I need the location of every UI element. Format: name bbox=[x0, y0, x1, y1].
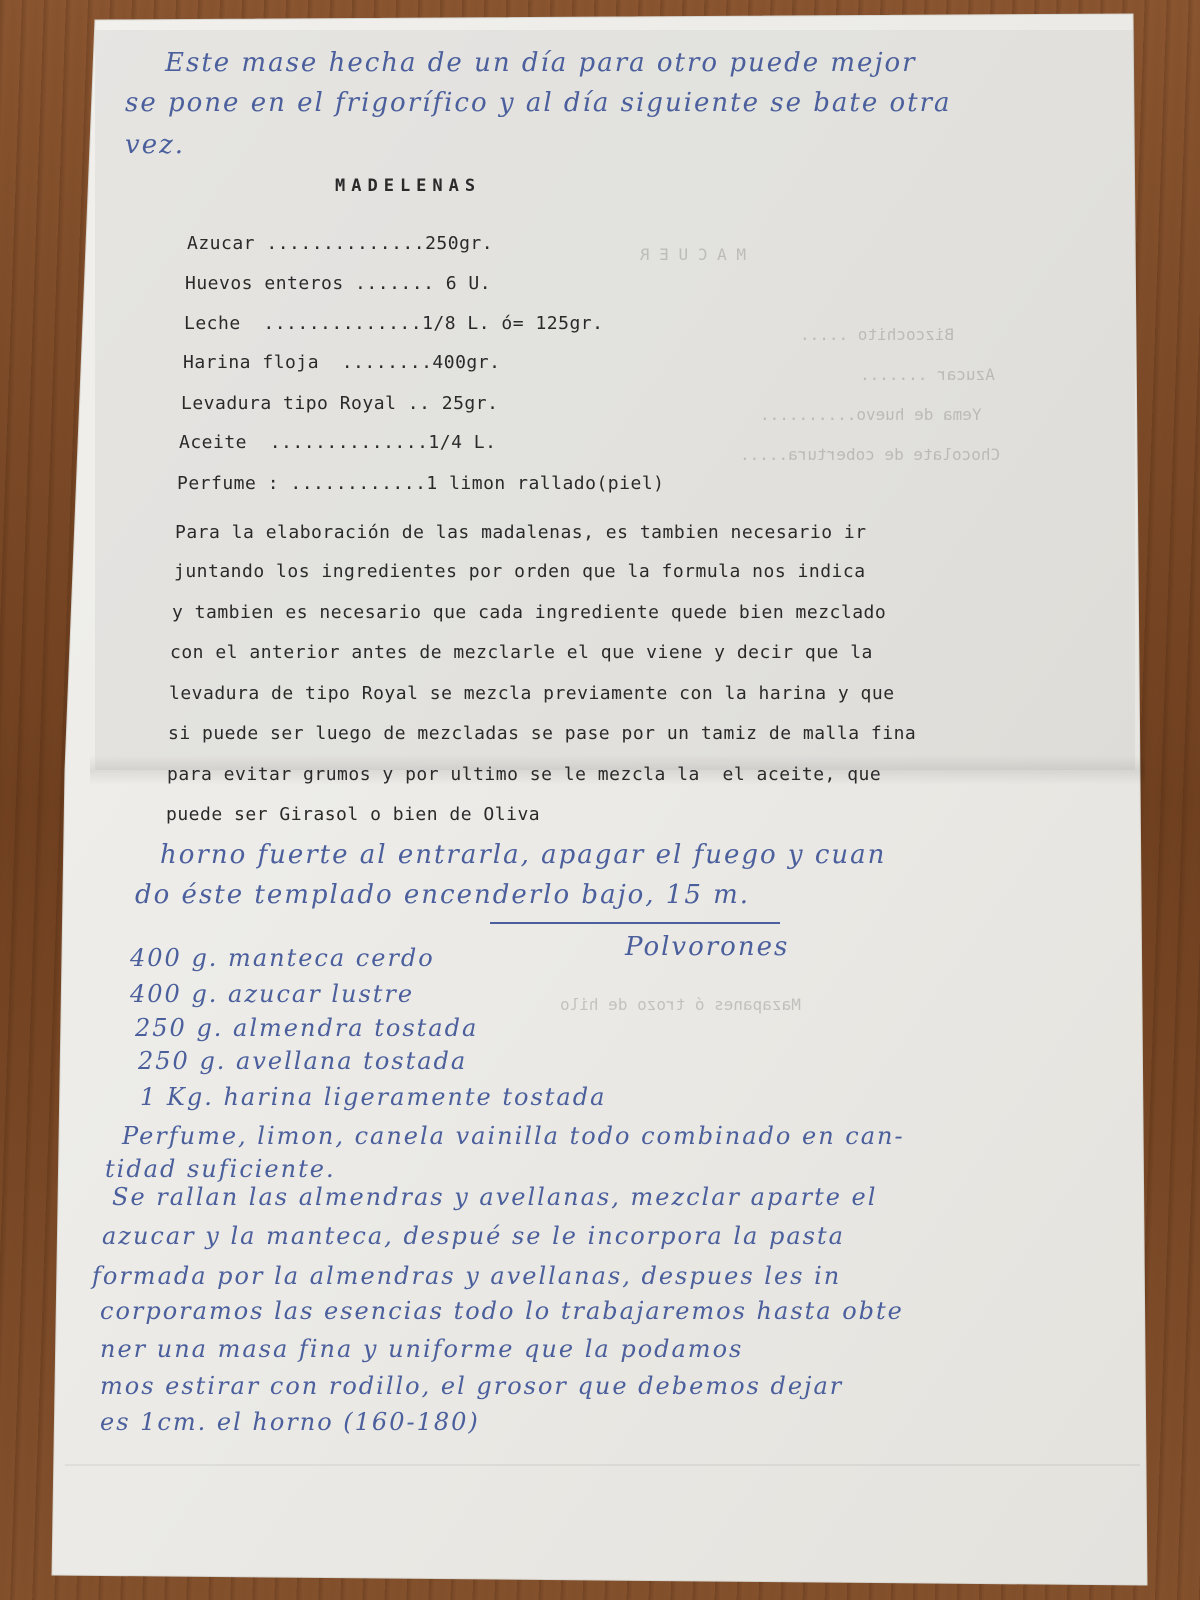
polvorones-method-line: ner una masa fina y uniforme que la podamos bbox=[100, 1335, 744, 1363]
polvorones-method-line: formada por la almendras y avellanas, despues les in bbox=[92, 1262, 842, 1290]
bleed-through-text: Azucar ....... bbox=[860, 365, 995, 384]
polvorones-method-line: es 1cm. el horno (160-180) bbox=[100, 1408, 480, 1436]
instruction-line: y tambien es necesario que cada ingrediente quede bien mezclado bbox=[172, 602, 887, 623]
bleed-through-text: Bizcochito ..... bbox=[800, 325, 955, 344]
ingredient-line: Perfume : ............1 limon rallado(piel) bbox=[177, 473, 665, 494]
handwritten-note-line: se pone en el frigorífico y al día siguiente se bate otra bbox=[125, 88, 952, 118]
ingredient-line: Azucar ..............250gr. bbox=[187, 233, 494, 254]
bleed-through-text: M A C U E R bbox=[640, 245, 746, 264]
handwritten-oven-note: do éste templado encenderlo bajo, 15 m. bbox=[135, 880, 751, 910]
instruction-line: puede ser Girasol o bien de Oliva bbox=[166, 804, 541, 825]
polvorones-ingredient: 1 Kg. harina ligeramente tostada bbox=[140, 1083, 607, 1111]
ingredient-line: Huevos enteros ....... 6 U. bbox=[185, 273, 492, 294]
instruction-line: levadura de tipo Royal se mezcla previamente con la harina y que bbox=[169, 683, 895, 704]
instruction-line: Para la elaboración de las madalenas, es tambien necesario ir bbox=[175, 522, 867, 543]
polvorones-ingredient: 400 g. manteca cerdo bbox=[130, 944, 435, 972]
polvorones-method-line: tidad suficiente. bbox=[105, 1155, 336, 1183]
ingredient-line: Harina floja ........400gr. bbox=[183, 352, 501, 373]
polvorones-method-line: azucar y la manteca, despué se le incorpora la pasta bbox=[102, 1222, 845, 1250]
recipe-title: MADELENAS bbox=[335, 176, 482, 196]
polvorones-method-line: mos estirar con rodillo, el grosor que debemos dejar bbox=[100, 1372, 844, 1400]
handwritten-note-line: Este mase hecha de un día para otro puede mejor bbox=[165, 48, 917, 78]
handwritten-note-line: vez. bbox=[125, 130, 186, 160]
bleed-through-text: Chocolate de cobertura..... bbox=[740, 445, 1001, 464]
bleed-through-text: Mazapanes ó trozo de hilo bbox=[560, 995, 801, 1014]
polvorones-ingredient: 400 g. azucar lustre bbox=[130, 980, 415, 1008]
divider-line bbox=[490, 922, 780, 924]
ingredient-line: Aceite ..............1/4 L. bbox=[179, 432, 497, 453]
handwritten-oven-note: horno fuerte al entrarla, apagar el fuego y cuan bbox=[160, 840, 887, 870]
ingredient-line: Leche ..............1/8 L. ó= 125gr. bbox=[184, 313, 604, 334]
instruction-line: para evitar grumos y por ultimo se le mezcla la el aceite, que bbox=[167, 764, 882, 785]
polvorones-ingredient: 250 g. almendra tostada bbox=[135, 1014, 479, 1042]
polvorones-ingredient: 250 g. avellana tostada bbox=[138, 1047, 468, 1075]
instruction-line: con el anterior antes de mezclarle el que viene y decir que la bbox=[170, 642, 873, 663]
polvorones-method-line: Se rallan las almendras y avellanas, mezclar aparte el bbox=[112, 1183, 878, 1211]
ingredient-line: Levadura tipo Royal .. 25gr. bbox=[181, 393, 499, 414]
instruction-line: si puede ser luego de mezcladas se pase por un tamiz de malla fina bbox=[168, 723, 917, 744]
polvorones-title: Polvorones bbox=[625, 932, 790, 962]
polvorones-method-line: corporamos las esencias todo lo trabajaremos hasta obte bbox=[100, 1297, 904, 1325]
polvorones-method-line: Perfume, limon, canela vainilla todo combinado en can- bbox=[122, 1122, 905, 1150]
instruction-line: juntando los ingredientes por orden que la formula nos indica bbox=[174, 561, 866, 582]
bleed-through-text: Yema de huevo.......... bbox=[760, 405, 982, 424]
